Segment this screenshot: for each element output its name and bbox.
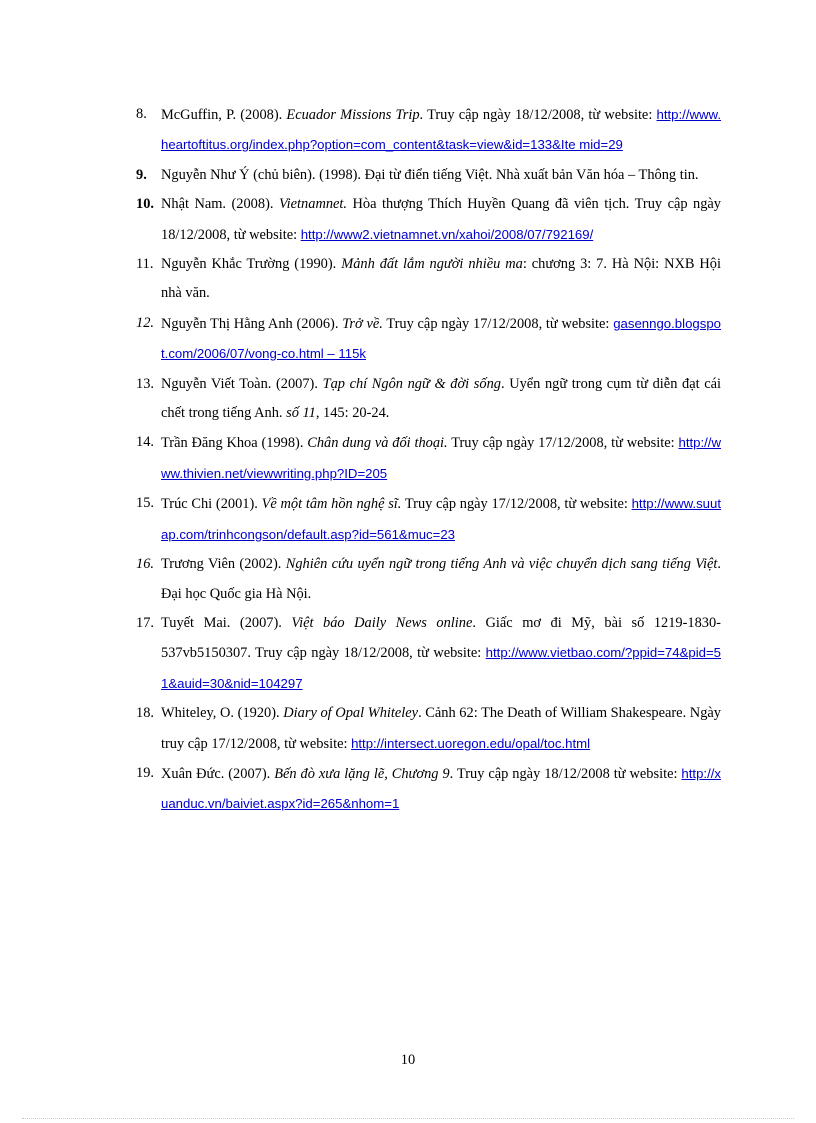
reference-number: 10. — [136, 196, 154, 213]
reference-item — [136, 250, 721, 309]
reference-link[interactable]: http://www.suutap.com/trinhcongson/default.asp?id=561&muc=23 — [161, 496, 721, 542]
page-number: 10 — [400, 1052, 416, 1068]
reference-text: Hòa thượng Thích Huyền Quang đã viên tịch. Truy cập ngày 18/12/2008, từ website: — [161, 196, 721, 243]
reference-text: Nguyễn Như Ý (chủ biên). (1998). Đại từ điển tiếng Việt. Nhà xuất bản Văn hóa – Thông tin. — [161, 166, 699, 183]
reference-item — [136, 759, 721, 820]
reference-text: Truy cập ngày 17/12/2008, từ website: — [401, 496, 632, 513]
reference-title: Trở về. — [342, 315, 383, 332]
reference-link[interactable]: http://www2.vietnamnet.vn/xahoi/2008/07/792169/ — [300, 226, 594, 242]
reference-text: Truy cập ngày 17/12/2008, từ website: — [382, 315, 614, 332]
reference-link[interactable]: gasenngo.blogspot.com/2006/07/vong-co.html – 115k — [161, 315, 721, 362]
reference-number: 12. — [136, 314, 154, 331]
reference-item — [136, 550, 721, 609]
reference-number: 13. — [136, 375, 154, 392]
reference-text: Trương Viên (2002). — [161, 556, 286, 573]
page-bottom-divider — [22, 1118, 794, 1119]
reference-link[interactable]: http://xuanduc.vn/baiviet.aspx?id=265&nhom=1 — [161, 765, 722, 812]
reference-item — [136, 370, 721, 429]
reference-text: . Truy cập ngày 18/12/2008 từ website: — [449, 765, 682, 782]
reference-item — [136, 100, 721, 161]
reference-number: 8. — [136, 106, 147, 122]
reference-number: 18. — [136, 705, 154, 722]
reference-number: 9. — [136, 166, 147, 183]
reference-title: Vietnamnet. — [278, 196, 348, 213]
reference-item — [136, 699, 721, 759]
reference-title: số 11, — [286, 405, 320, 422]
reference-text: Nguyễn Thị Hằng Anh (2006). — [161, 315, 343, 332]
reference-number: 15. — [136, 495, 154, 512]
reference-title: Tạp chí Ngôn ngữ & đời sống — [322, 375, 501, 392]
reference-number: 11. — [136, 256, 154, 273]
reference-text: Whiteley, O. (1920). — [161, 705, 284, 722]
reference-text: McGuffin, P. (2008). — [161, 107, 287, 123]
reference-text: Nhật Nam. (2008). — [161, 196, 279, 213]
reference-title: Diary of Opal Whiteley — [283, 705, 419, 722]
reference-text: Tuyết Mai. (2007). — [161, 614, 292, 631]
reference-text: . Truy cập ngày 18/12/2008, từ website: — [419, 107, 657, 123]
reference-item — [136, 428, 721, 489]
reference-title: Bến đò xưa lặng lẽ, Chương 9 — [274, 765, 450, 782]
reference-number: 19. — [136, 764, 154, 781]
reference-text: . Uyển ngữ trong cụm từ diễn đạt cái chết trong tiếng Anh. — [161, 375, 721, 422]
reference-title: Chân dung và đối thoại. — [307, 435, 448, 452]
reference-list — [136, 100, 721, 820]
reference-number: 17. — [136, 614, 154, 631]
reference-text: Truy cập ngày 17/12/2008, từ website: — [447, 435, 679, 452]
reference-text: Xuân Đức. (2007). — [161, 765, 275, 782]
reference-title: Về một tâm hồn nghệ sĩ. — [261, 496, 402, 513]
reference-title: Ecuador Missions Trip — [286, 107, 420, 123]
reference-title: Việt báo Daily News online — [291, 614, 473, 631]
reference-text: Trần Đăng Khoa (1998). — [161, 435, 308, 452]
reference-item — [136, 190, 721, 250]
reference-text: . Cảnh 62: The Death of William Shakespeare. Ngày truy cập 17/12/2008, từ website: — [161, 705, 721, 752]
reference-title: Mảnh đất lắm người nhiều ma — [341, 256, 523, 273]
reference-item — [136, 609, 721, 699]
reference-item — [136, 489, 721, 550]
reference-title: Nghiên cứu uyển ngữ trong tiếng Anh và việc chuyển dịch sang tiếng Việt — [285, 556, 718, 573]
reference-text: . Giấc mơ đi Mỹ, bài số 1219-1830-537vb5150307. Truy cập ngày 18/12/2008, từ website: — [161, 614, 721, 662]
reference-text: Nguyễn Viết Toàn. (2007). — [161, 375, 323, 392]
reference-text: . Đại học Quốc gia Hà Nội. — [161, 556, 721, 602]
reference-text: 145: 20-24. — [319, 405, 390, 422]
reference-link[interactable]: http://intersect.uoregon.edu/opal/toc.html — [351, 735, 591, 751]
reference-link[interactable]: http://www.heartoftitus.org/index.php?option=com_content&task=view&id=133&Ite mid=29 — [161, 107, 722, 153]
reference-link[interactable]: http://www.vietbao.com/?ppid=74&pid=51&auid=30&nid=104297 — [161, 645, 721, 691]
reference-item — [136, 161, 721, 190]
reference-text: Trúc Chi (2001). — [161, 496, 262, 513]
reference-text: Nguyễn Khắc Trường (1990). — [161, 256, 342, 273]
reference-text: : chương 3: 7. Hà Nội: NXB Hội nhà văn. — [161, 256, 721, 302]
reference-link[interactable]: http://www.thivien.net/viewwriting.php?ID=205 — [161, 435, 721, 481]
reference-number: 14. — [136, 434, 154, 451]
reference-item — [136, 309, 721, 370]
reference-number: 16. — [136, 556, 154, 573]
